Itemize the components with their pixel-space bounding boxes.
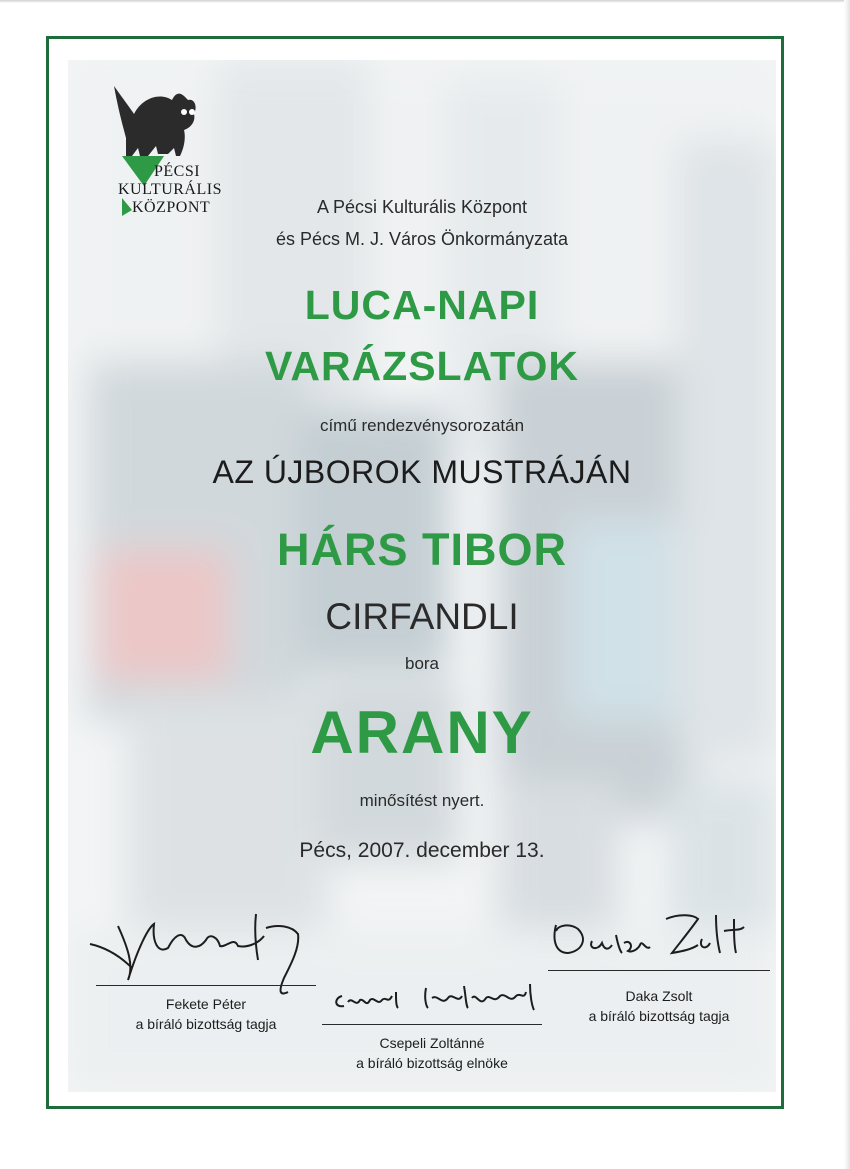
competition-name: AZ ÚJBOROK MUSTRÁJÁN — [212, 454, 632, 490]
signatory-name: Daka Zsolt — [625, 988, 693, 1004]
signature-csepeli-zoltanne — [330, 978, 545, 1018]
event-title-line-2: VARÁZSLATOK — [265, 343, 579, 389]
wine-name: CIRFANDLI — [325, 596, 519, 637]
signatory-2 — [322, 1033, 542, 1073]
signature-line-right — [548, 970, 770, 971]
logo-line-pecsi: PÉCSI — [154, 163, 201, 180]
place-and-date: Pécs, 2007. december 13. — [299, 839, 545, 862]
award-level: ARANY — [310, 699, 534, 766]
signatory-name: Csepeli Zoltánné — [379, 1035, 485, 1051]
event-series-text: című rendezvénysorozatán — [319, 416, 525, 435]
logo-line-kozpont: KÖZPONT — [132, 199, 211, 216]
wine-suffix: bora — [404, 654, 440, 673]
issuer-line-1: A Pécsi Kulturális Központ — [316, 197, 528, 217]
signatory-role: a bíráló bizottság elnöke — [356, 1055, 508, 1071]
logo-line-kulturalis: KULTURÁLIS — [118, 181, 222, 198]
winner-name: HÁRS TIBOR — [277, 524, 567, 575]
signature-line-left — [96, 985, 316, 986]
event-title-line-1: LUCA-NAPI — [304, 282, 540, 328]
signature-line-center — [322, 1024, 542, 1025]
signatory-name: Fekete Péter — [165, 996, 247, 1012]
scan-edge-top — [0, 0, 850, 3]
signatory-role: a bíráló bizottság tagja — [135, 1016, 277, 1032]
signatory-1 — [96, 994, 316, 1034]
signature-fekete-peter — [88, 888, 318, 998]
signature-daka-zsolt — [548, 905, 748, 965]
signatory-3 — [548, 986, 770, 1026]
scan-edge-right — [844, 0, 850, 1169]
issuer-line-2: és Pécs M. J. Város Önkormányzata — [275, 229, 569, 249]
signatory-role: a bíráló bizottság tagja — [588, 1008, 730, 1024]
award-result-text: minősítést nyert. — [359, 791, 485, 810]
